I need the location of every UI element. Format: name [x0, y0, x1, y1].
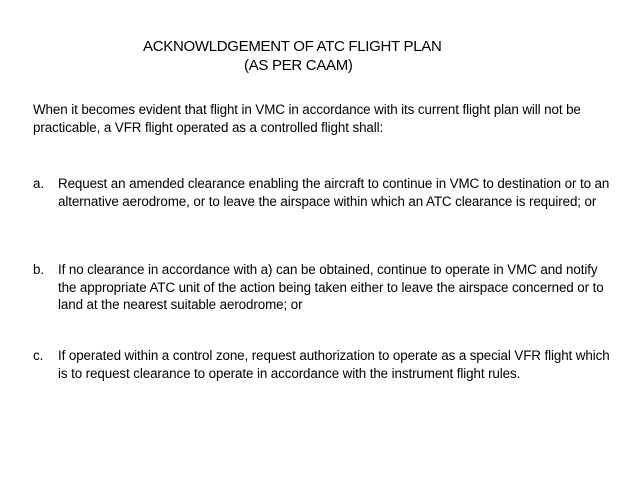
list-item — [33, 347, 623, 382]
list-item — [33, 175, 623, 210]
list-item-text: If operated within a control zone, request authorization to operate as a special VFR flight which is to request clearance to operate in accordance with the instrument flight rules. — [58, 348, 610, 381]
title-line-2: (AS PER CAAM) — [244, 57, 353, 74]
title-line-1: ACKNOWLDGEMENT OF ATC FLIGHT PLAN — [143, 38, 442, 55]
list-item-text: If no clearance in accordance with a) can be obtained, continue to operate in VMC and notify the appropriate ATC unit of the action being taken either to leave the airspace concerned or to land at the nearest suitable aerodrome; or — [58, 262, 604, 312]
list-marker: c. — [33, 348, 44, 363]
intro-paragraph: When it becomes evident that flight in VMC in accordance with its current flight plan will not be practicable, a VFR flight operated as a controlled flight shall: — [33, 102, 581, 135]
list-marker: b. — [33, 262, 44, 277]
list-item — [33, 261, 623, 314]
list-item-text: Request an amended clearance enabling the aircraft to continue in VMC to destination or to an alternative aerodrome, or to leave the airspace within which an ATC clearance is required; or — [58, 176, 610, 209]
list-marker: a. — [33, 176, 44, 191]
